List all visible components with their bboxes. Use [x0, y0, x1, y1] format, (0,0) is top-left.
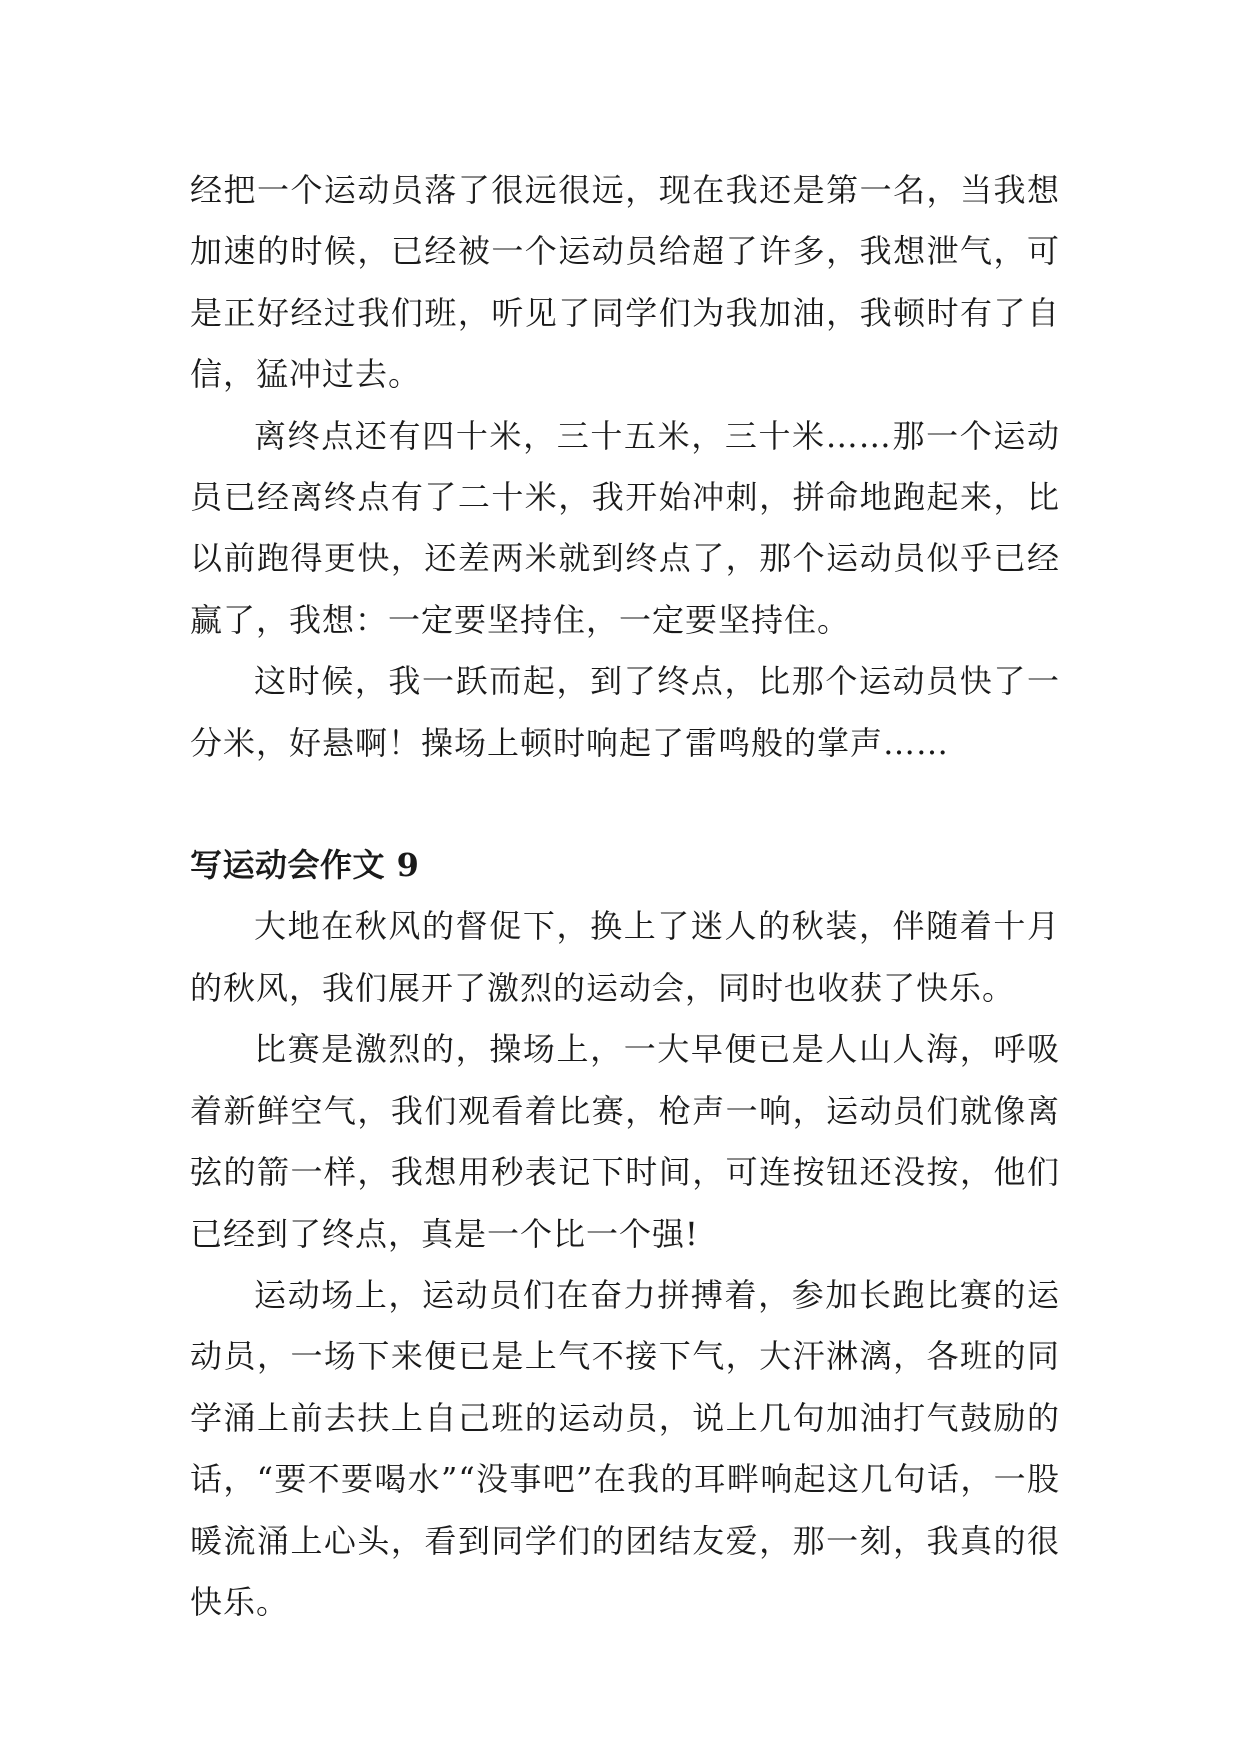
paragraph-continued-1: 经把一个运动员落了很远很远，现在我还是第一名，当我想加速的时候，已经被一个运动员给超了许多，我想泄气，可是正好经过我们班，听见了同学们为我加油，我顿时有了自信，猛冲过去。 [190, 171, 1060, 394]
paragraph-continued-3: 这时候，我一跃而起，到了终点，比那个运动员快了一分米，好悬啊！操场上顿时响起了雷鸣般的掌声…… [190, 662, 1060, 762]
paragraph-continued-2: 离终点还有四十米，三十五米，三十米……那一个运动员已经离终点有了二十米，我开始冲刺，拼命地跑起来，比以前跑得更快，还差两米就到终点了，那个运动员似乎已经赢了，我想：一定要坚持住，一定要坚持住。 [190, 416, 1060, 639]
paragraph-section-1: 大地在秋风的督促下，换上了迷人的秋装，伴随着十月的秋风，我们展开了激烈的运动会，同时也收获了快乐。 [190, 907, 1060, 1007]
section-title: 写运动会作文 9 [190, 846, 420, 885]
paragraph-section-2: 比赛是激烈的，操场上，一大早便已是人山人海，呼吸着新鲜空气，我们观看着比赛，枪声一响，运动员们就像离弦的箭一样，我想用秒表记下时间，可连按钮还没按，他们已经到了终点，真是一个比一个强! [190, 1030, 1060, 1253]
document-body [190, 160, 1060, 1633]
paragraph-section-3: 运动场上，运动员们在奋力拼搏着，参加长跑比赛的运动员，一场下来便已是上气不接下气，大汗淋漓，各班的同学涌上前去扶上自己班的运动员，说上几句加油打气鼓励的话，“要不要喝水”“没事吧”在我的耳畔响起这几句话，一股暖流涌上心头，看到同学们的团结友爱，那一刻，我真的很快乐。 [190, 1275, 1060, 1621]
